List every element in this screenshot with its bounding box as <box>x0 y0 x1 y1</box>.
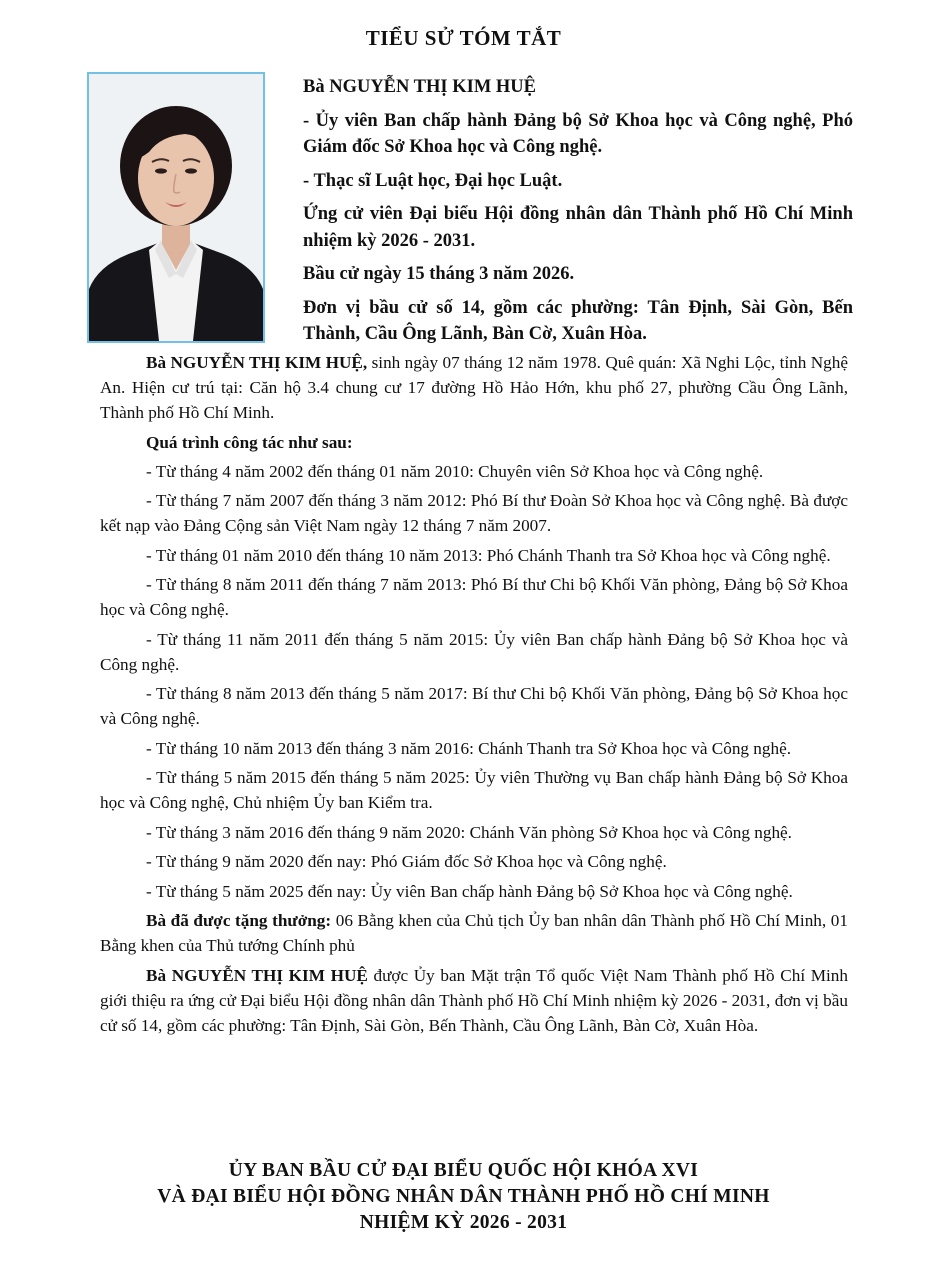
document-title: TIỂU SỬ TÓM TẮT <box>365 26 562 50</box>
candidate-name: Bà NGUYỄN THỊ KIM HUỆ <box>303 77 536 97</box>
candidate-status: Ứng cử viên Đại biểu Hội đồng nhân dân Thành phố Hồ Chí Minh nhiệm kỳ 2026 - 2031. <box>303 204 853 251</box>
issuing-committee <box>0 1158 927 1236</box>
career-item: - Từ tháng 5 năm 2015 đến tháng 5 năm 2025: Ủy viên Thường vụ Ban chấp hành Đảng bộ Sở Khoa học và Công nghệ, Chủ nhiệm Ủy ban Kiểm tra. <box>100 768 848 812</box>
portrait-image <box>89 74 263 341</box>
awards-text: 06 Bằng khen của Chủ tịch Ủy ban nhân dân Thành phố Hồ Chí Minh, 01 Bằng khen của Thủ tướng Chính phủ <box>100 911 848 955</box>
bio-intro-text: sinh ngày 07 tháng 12 năm 1978. Quê quán: Xã Nghi Lộc, tỉnh Nghệ An. Hiện cư trú tại: Căn hộ 3.4 chung cư 17 đường Hồ Hảo Hớn, khu phố 27, phường Cầu Ông Lãnh, Thành phố Hồ Chí Minh. <box>100 353 848 422</box>
career-item: - Từ tháng 8 năm 2013 đến tháng 5 năm 2017: Bí thư Chi bộ Khối Văn phòng, Đảng bộ Sở Khoa học và Công nghệ. <box>100 684 848 728</box>
committee-line-3: NHIỆM KỲ 2026 - 2031 <box>359 1212 568 1233</box>
election-date: Bầu cử ngày 15 tháng 3 năm 2026. <box>303 264 575 284</box>
electoral-district: Đơn vị bầu cử số 14, gồm các phường: Tân Định, Sài Gòn, Bến Thành, Cầu Ông Lãnh, Bàn Cờ, Xuân Hòa. <box>303 297 853 344</box>
career-item: - Từ tháng 8 năm 2011 đến tháng 7 năm 2013: Phó Bí thư Chi bộ Khối Văn phòng, Đảng bộ Sở Khoa học và Công nghệ. <box>100 575 848 619</box>
career-heading: Quá trình công tác như sau: <box>146 432 353 452</box>
career-item: - Từ tháng 5 năm 2025 đến nay: Ủy viên Ban chấp hành Đảng bộ Sở Khoa học và Công nghệ. <box>146 881 793 901</box>
candidate-position: - Ủy viên Ban chấp hành Đảng bộ Sở Khoa học và Công nghệ, Phó Giám đốc Sở Khoa học và Công nghệ. <box>303 110 853 157</box>
career-item: - Từ tháng 9 năm 2020 đến nay: Phó Giám đốc Sở Khoa học và Công nghệ. <box>146 852 667 871</box>
career-item: - Từ tháng 4 năm 2002 đến tháng 01 năm 2010: Chuyên viên Sở Khoa học và Công nghệ. <box>146 461 764 481</box>
awards-label: Bà đã được tặng thưởng: <box>146 911 332 930</box>
candidate-degree: - Thạc sĩ Luật học, Đại học Luật. <box>303 170 563 191</box>
nomination-name: Bà NGUYỄN THỊ KIM HUỆ <box>146 965 368 985</box>
committee-line-2: VÀ ĐẠI BIỂU HỘI ĐỒNG NHÂN DÂN THÀNH PHỐ HỒ CHÍ MINH <box>157 1186 770 1207</box>
career-item: - Từ tháng 7 năm 2007 đến tháng 3 năm 2012: Phó Bí thư Đoàn Sở Khoa học và Công nghệ. Bà được kết nạp vào Đảng Cộng sản Việt Nam ngày 12 tháng 7 năm 2007. <box>100 491 848 535</box>
nomination-paragraph <box>100 963 848 1038</box>
committee-line-1: ỦY BAN BẦU CỬ ĐẠI BIỂU QUỐC HỘI KHÓA XVI <box>228 1160 699 1181</box>
career-item: - Từ tháng 10 năm 2013 đến tháng 3 năm 2016: Chánh Thanh tra Sở Khoa học và Công nghệ. <box>146 738 792 758</box>
biography-body <box>100 350 848 1042</box>
candidate-header <box>303 74 853 355</box>
portrait-photo <box>87 72 265 343</box>
career-item: - Từ tháng 01 năm 2010 đến tháng 10 năm 2013: Phó Chánh Thanh tra Sở Khoa học và Công nghệ. <box>146 545 831 565</box>
awards-paragraph <box>100 908 848 958</box>
career-item: - Từ tháng 11 năm 2011 đến tháng 5 năm 2015: Ủy viên Ban chấp hành Đảng bộ Sở Khoa học và Công nghệ. <box>100 629 848 674</box>
nomination-text: được Ủy ban Mặt trận Tổ quốc Việt Nam Thành phố Hồ Chí Minh giới thiệu ra ứng cử Đại biểu Hội đồng nhân dân Thành phố Hồ Chí Minh nhiệm kỳ 2026 - 2031, đơn vị bầu cử số 14, gồm các phường: Tân Định, Sài Gòn, Bến Thành, Cầu Ông Lãnh, Bàn Cờ, Xuân Hòa. <box>100 965 848 1035</box>
bio-intro <box>100 350 848 425</box>
bio-intro-name: Bà NGUYỄN THỊ KIM HUỆ, <box>146 353 368 372</box>
career-item: - Từ tháng 3 năm 2016 đến tháng 9 năm 2020: Chánh Văn phòng Sở Khoa học và Công nghệ. <box>146 822 792 842</box>
